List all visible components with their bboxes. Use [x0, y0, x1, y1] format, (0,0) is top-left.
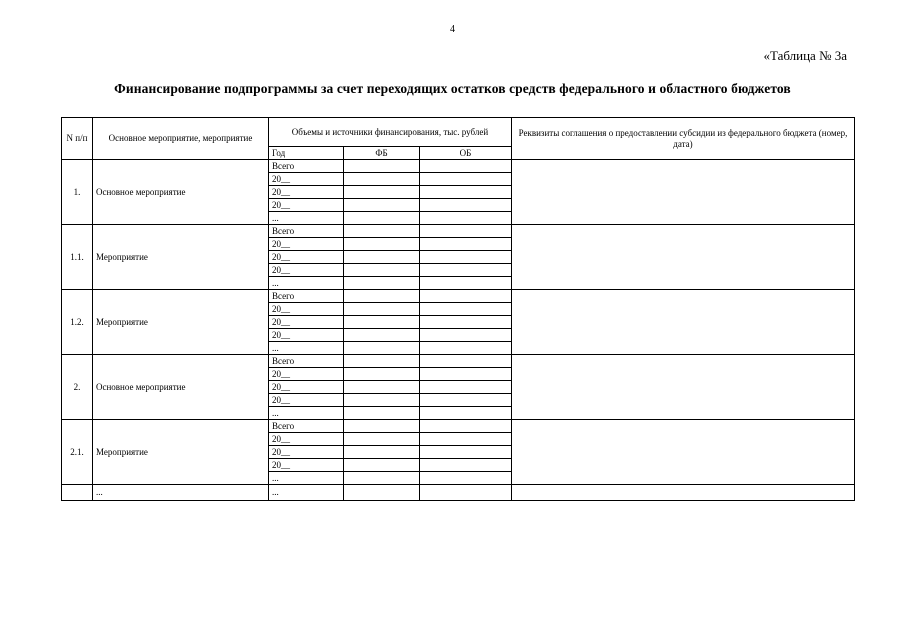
year-cell: 20__	[269, 199, 344, 212]
year-cell: 20__	[269, 251, 344, 264]
table-row	[62, 290, 855, 303]
ob-cell	[420, 238, 512, 251]
activity-name: Основное мероприятие	[93, 160, 269, 225]
ob-cell	[420, 173, 512, 186]
table-row	[62, 355, 855, 368]
year-cell: 20__	[269, 446, 344, 459]
ob-cell	[420, 186, 512, 199]
activity-name: Основное мероприятие	[93, 355, 269, 420]
ob-cell	[420, 290, 512, 303]
year-cell: ...	[269, 407, 344, 420]
fb-cell	[344, 290, 420, 303]
year-cell: 20__	[269, 381, 344, 394]
header-fb: ФБ	[344, 147, 420, 160]
year-cell: ...	[269, 472, 344, 485]
row-number: 1.2.	[62, 290, 93, 355]
year-cell: Всего	[269, 355, 344, 368]
year-cell: 20__	[269, 264, 344, 277]
year-cell: 20__	[269, 238, 344, 251]
table-body	[62, 160, 855, 501]
row-number: 2.1.	[62, 420, 93, 485]
ob-cell	[420, 472, 512, 485]
row-number: 1.	[62, 160, 93, 225]
year-cell: 20__	[269, 368, 344, 381]
fb-cell	[344, 459, 420, 472]
requisites-cell	[512, 160, 855, 225]
header-ob: ОБ	[420, 147, 512, 160]
year-cell: Всего	[269, 420, 344, 433]
requisites-cell	[512, 485, 855, 501]
year-cell: 20__	[269, 394, 344, 407]
year-cell: ...	[269, 485, 344, 501]
table-row	[62, 225, 855, 238]
fb-cell	[344, 264, 420, 277]
fb-cell	[344, 173, 420, 186]
year-cell: 20__	[269, 329, 344, 342]
year-cell: ...	[269, 277, 344, 290]
ob-cell	[420, 251, 512, 264]
year-cell: Всего	[269, 160, 344, 173]
ob-cell	[420, 264, 512, 277]
fb-cell	[344, 186, 420, 199]
year-cell: Всего	[269, 290, 344, 303]
fb-cell	[344, 433, 420, 446]
ob-cell	[420, 316, 512, 329]
fb-cell	[344, 303, 420, 316]
fb-cell	[344, 342, 420, 355]
table-row	[62, 420, 855, 433]
year-cell: 20__	[269, 459, 344, 472]
ob-cell	[420, 303, 512, 316]
fb-cell	[344, 212, 420, 225]
activity-name: ...	[93, 485, 269, 501]
ob-cell	[420, 394, 512, 407]
fb-cell	[344, 368, 420, 381]
year-cell: 20__	[269, 303, 344, 316]
year-cell: 20__	[269, 316, 344, 329]
ob-cell	[420, 212, 512, 225]
fb-cell	[344, 381, 420, 394]
fb-cell	[344, 238, 420, 251]
ob-cell	[420, 446, 512, 459]
fb-cell	[344, 251, 420, 264]
row-number: 2.	[62, 355, 93, 420]
row-number: 1.1.	[62, 225, 93, 290]
year-cell: ...	[269, 342, 344, 355]
fb-cell	[344, 329, 420, 342]
fb-cell	[344, 446, 420, 459]
ob-cell	[420, 225, 512, 238]
ob-cell	[420, 433, 512, 446]
fb-cell	[344, 355, 420, 368]
ob-cell	[420, 199, 512, 212]
ob-cell	[420, 355, 512, 368]
requisites-cell	[512, 420, 855, 485]
header-activity: Основное мероприятие, мероприятие	[93, 118, 269, 160]
fb-cell	[344, 160, 420, 173]
year-cell: 20__	[269, 186, 344, 199]
ob-cell	[420, 329, 512, 342]
year-cell: 20__	[269, 433, 344, 446]
requisites-cell	[512, 290, 855, 355]
ob-cell	[420, 342, 512, 355]
ob-cell	[420, 368, 512, 381]
fb-cell	[344, 225, 420, 238]
fb-cell	[344, 472, 420, 485]
ob-cell	[420, 420, 512, 433]
fb-cell	[344, 316, 420, 329]
ob-cell	[420, 459, 512, 472]
table-row	[62, 485, 855, 501]
year-cell: 20__	[269, 173, 344, 186]
fb-cell	[344, 394, 420, 407]
fb-cell	[344, 420, 420, 433]
header-volumes: Объемы и источники финансирования, тыс. рублей	[269, 118, 512, 147]
year-cell: Всего	[269, 225, 344, 238]
page-number: 4	[450, 24, 455, 35]
financing-table	[61, 117, 855, 501]
ob-cell	[420, 381, 512, 394]
ob-cell	[420, 407, 512, 420]
fb-cell	[344, 199, 420, 212]
header-num: N п/п	[62, 118, 93, 160]
fb-cell	[344, 485, 420, 501]
year-cell: ...	[269, 212, 344, 225]
ob-cell	[420, 277, 512, 290]
table-row	[62, 160, 855, 173]
ob-cell	[420, 160, 512, 173]
activity-name: Мероприятие	[93, 420, 269, 485]
activity-name: Мероприятие	[93, 290, 269, 355]
table-label: «Таблица № 3а	[763, 48, 847, 63]
header-year: Год	[269, 147, 344, 160]
row-number	[62, 485, 93, 501]
requisites-cell	[512, 355, 855, 420]
requisites-cell	[512, 225, 855, 290]
ob-cell	[420, 485, 512, 501]
header-requisites: Реквизиты соглашения о предоставлении субсидии из федерального бюджета (номер, дата)	[512, 118, 855, 160]
activity-name: Мероприятие	[93, 225, 269, 290]
fb-cell	[344, 407, 420, 420]
fb-cell	[344, 277, 420, 290]
document-title: Финансирование подпрограммы за счет переходящих остатков средств федерального и областного бюджетов	[114, 81, 791, 96]
